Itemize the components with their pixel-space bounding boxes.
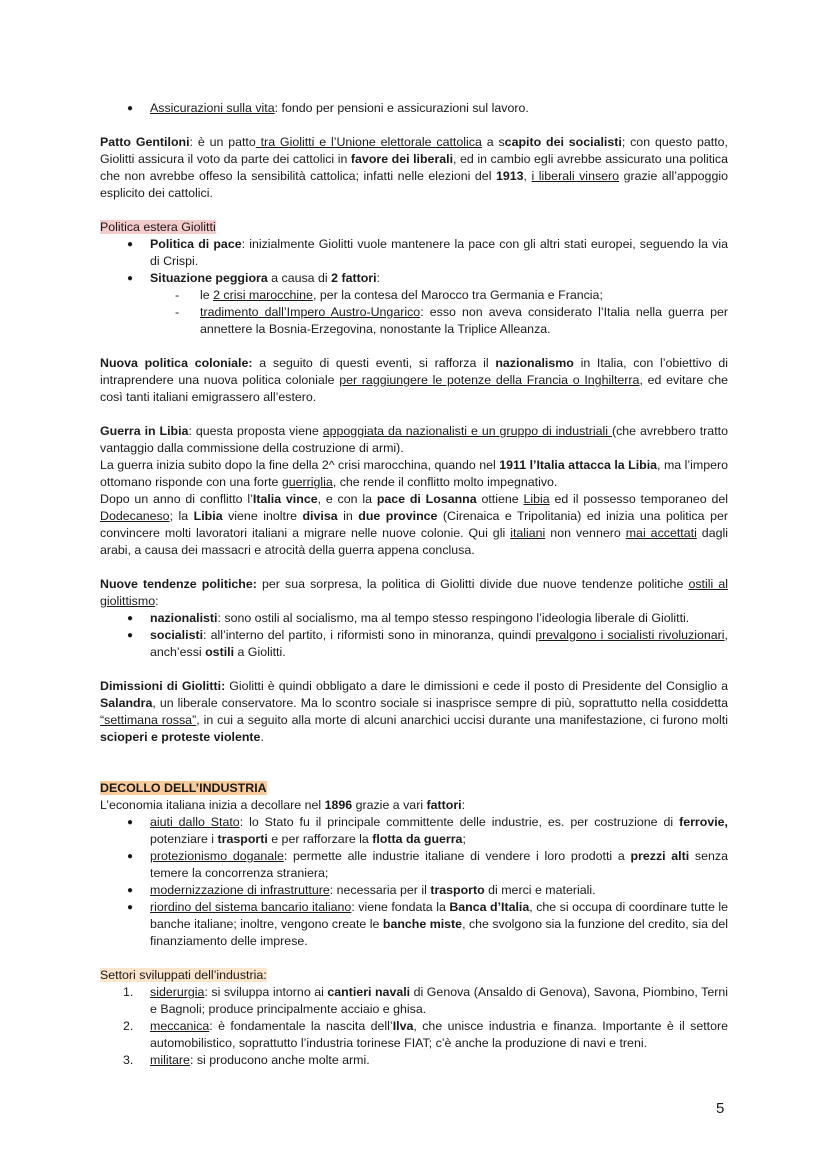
text: ; la [169, 509, 194, 523]
term-bold: scioperi e proteste violente [100, 730, 261, 744]
term-bold: flotta da guerra [372, 832, 463, 846]
factors-sublist [150, 287, 728, 338]
text-underlined: aiuti dallo Stato [150, 815, 240, 829]
highlighted-heading: Settori sviluppati dell’industria: [100, 968, 267, 982]
text: , che unisce industria e finanza. Importante è il settore automobilistico, soprattutto l’industria torinese FIAT; c’è anche la produzione di navi e treni. [150, 1019, 729, 1050]
list-item [150, 610, 728, 627]
text: L’economia italiana inizia a decollare nel [100, 798, 325, 812]
text: a s [481, 135, 505, 149]
text: : si producono anche molte armi. [189, 1053, 370, 1067]
term-bold: Dimissioni di Giolitti: [100, 679, 226, 693]
text: grazie all’appoggio esplicito dei cattolici. [100, 169, 728, 200]
text-underlined: prevalgono i socialisti rivoluzionari [535, 628, 725, 642]
text: di Genova (Ansaldo di Genova), Savona, Piombino, Terni e Bagnoli; produce principalmente acciaio e ghisa. [150, 985, 728, 1016]
term-bold: cantieri navali [327, 985, 411, 999]
text: : all’interno del partito, i riformisti sono in minoranza, quindi [203, 628, 536, 642]
term-bold: pace di Losanna [376, 492, 477, 506]
term-bold: 1913 [495, 169, 524, 183]
term-bold: trasporti [217, 832, 268, 846]
term-bold: banche miste [382, 917, 463, 931]
text-underlined: 2 crisi marocchine [213, 288, 313, 302]
list-item [150, 627, 728, 661]
text: : viene fondata la [351, 900, 450, 914]
text: le [200, 288, 214, 302]
term-bold: Ilva [392, 1019, 414, 1033]
term-bold: Salandra [100, 696, 153, 710]
text-underlined: tra Giolitti e l’Unione elettorale cattolica [255, 135, 482, 149]
text: , anch’essi [150, 628, 728, 659]
list-item [150, 899, 728, 950]
term-bold: ferrovie, [679, 815, 728, 829]
text: , in cui a seguito alla morte di alcuni anarchici uccisi durante una manifestazione, ci furono molti [196, 713, 729, 727]
text-underlined: meccanica [150, 1019, 210, 1033]
text: : inizialmente Giolitti vuole mantenere la pace con gli altri stati europei, seguendo la via di Crispi. [150, 237, 728, 268]
text: : questa proposta viene [188, 424, 323, 438]
term-bold: favore dei liberali [350, 152, 454, 166]
text: ed il possesso temporaneo del [549, 492, 728, 506]
resignation-paragraph [100, 678, 728, 746]
text-underlined: ostili al giolittismo [100, 577, 728, 608]
text: e per rafforzare la [267, 832, 373, 846]
text: , che svolgono sia la funzione del credito, sia del finanziamento delle imprese. [150, 917, 729, 948]
term-bold: due province [358, 509, 438, 523]
term-bold: prezzi alti [630, 849, 690, 863]
text: , ma l’impero ottomano risponde con una forte [100, 458, 728, 489]
text-underlined: “settimana rossa” [100, 713, 197, 727]
text: ; [462, 832, 466, 846]
sectors-list [100, 984, 728, 1069]
term-bold: socialisti [150, 628, 204, 642]
term-bold: trasporto [430, 883, 485, 897]
list-item [123, 1018, 729, 1052]
colonial-policy-paragraph [100, 355, 728, 406]
text: , ed evitare che così tanti italiani emigrassero all’estero. [100, 373, 728, 404]
list-number: 2. [123, 1019, 134, 1033]
page-number: 5 [716, 1100, 725, 1117]
libya-paragraph-2 [100, 457, 728, 491]
highlighted-heading: DECOLLO DELL’INDUSTRIA [100, 781, 267, 795]
text: , ed in cambio egli avrebbe assicurato una politica che non avrebbe offeso la sensibilità cattolica; infatti nelle elezioni del [100, 152, 728, 183]
list-number: 1. [123, 985, 134, 999]
text: in [337, 509, 359, 523]
new-trends-paragraph [100, 576, 728, 610]
text: (Cirenaica e Tripolitania) ed inizia una politica per convincere molti lavoratori italiani a migrare nelle nuove colonie. Qui gli [100, 509, 728, 540]
text: non vennero [545, 526, 626, 540]
text: , che rende il conflitto molto impegnativo. [332, 475, 558, 489]
text-underlined: italiani [510, 526, 546, 540]
list-item [123, 1052, 728, 1069]
text: : è un patto [189, 135, 256, 149]
text: : [376, 271, 380, 285]
text-underlined: guerriglia [281, 475, 333, 489]
term-bold: 1896 [324, 798, 353, 812]
text: (che avrebbero tratto vantaggio dalla commissione della costruzione di armi). [100, 424, 728, 455]
text: , e con la [317, 492, 377, 506]
text: La guerra inizia subito dopo la fine della 2^ crisi marocchina, quando nel [100, 458, 500, 472]
term-bold: nazionalisti [150, 611, 218, 625]
text: : fondo per pensioni e assicurazioni sul lavoro. [274, 101, 529, 115]
text: : si sviluppa intorno ai [204, 985, 328, 999]
text-underlined: tradimento dall’Impero Austro-Ungarico [200, 305, 421, 319]
term-bold: divisa [302, 509, 338, 523]
text: : [461, 798, 466, 812]
text: Giolitti è quindi obbligato a dare le dimissioni e cede il posto di Presidente del Consiglio a [225, 679, 728, 693]
list-item [150, 848, 728, 882]
text-underlined: protezionismo doganale [150, 849, 284, 863]
text-underlined: mai accettati [625, 526, 697, 540]
text: : esso non aveva considerato l’Italia nella guerra per annettere la Bosnia-Erzegovina, nonostante la Triplice Alleanza. [200, 305, 728, 336]
list-item [150, 814, 728, 848]
text: viene inoltre [222, 509, 303, 523]
term-bold: Nuove tendenze politiche: [100, 577, 257, 591]
text: , per la contesa del Marocco tra Germania e Francia; [312, 288, 603, 302]
text-underlined: Dodecaneso [100, 509, 170, 523]
term-bold: Guerra in Libia [100, 424, 189, 438]
text: : sono ostili al socialismo, ma al tempo stesso respingono l’ideologia liberale di Giolitti. [217, 611, 690, 625]
list-item [150, 270, 728, 338]
term-bold: fattori [426, 798, 462, 812]
term-bold: Italia vince [252, 492, 318, 506]
text: , [523, 169, 532, 183]
text: di merci e materiali. [484, 883, 596, 897]
text: potenziare i [150, 832, 218, 846]
text: senza temere la concorrenza straniera; [150, 849, 728, 880]
term-bold: Banca d’Italia [449, 900, 530, 914]
text-underlined: riordino del sistema bancario italiano [150, 900, 352, 914]
text: in Italia, con l’obiettivo di intraprendere una nuova politica coloniale [100, 356, 728, 387]
text-underlined: siderurgia [150, 985, 205, 999]
term-bold: Libia [193, 509, 223, 523]
gentiloni-paragraph [100, 134, 728, 202]
text: dagli arabi, a causa dei massacri e atrocità della guerra appena conclusa. [100, 526, 728, 557]
text: : necessaria per il [329, 883, 431, 897]
industry-intro [100, 797, 728, 814]
list-item [150, 882, 728, 899]
term-bold: ostili [205, 645, 235, 659]
text: : [155, 594, 159, 608]
industry-heading [100, 780, 728, 797]
page-content [100, 100, 728, 1069]
list-item [150, 236, 728, 270]
list-number: 3. [123, 1053, 134, 1067]
text-underlined: appoggiata da nazionalisti e un gruppo di industriali [322, 424, 612, 438]
list-item [123, 984, 728, 1018]
text: per sua sorpresa, la politica di Giolitti divide due nuove tendenze politiche [256, 577, 689, 591]
trends-list [100, 610, 728, 661]
text: ottiene [476, 492, 524, 506]
libya-paragraph-3 [100, 491, 728, 559]
foreign-policy-list [100, 236, 728, 338]
text: Dopo un anno di conflitto l’ [100, 492, 253, 506]
term-bold: Politica di pace [150, 237, 242, 251]
text: a seguito di questi eventi, si rafforza il [252, 356, 496, 370]
text: a Giolitti. [234, 645, 286, 659]
term-bold: Patto Gentiloni [100, 135, 190, 149]
insurance-list [100, 100, 728, 117]
text-underlined: modernizzazione di infrastrutture [150, 883, 330, 897]
text: , che si occupa di coordinare tutte le banche italiane; inoltre, vengono create le [150, 900, 728, 931]
list-item [200, 287, 728, 304]
text-underlined: Libia [523, 492, 550, 506]
text: : permette alle industrie italiane di vendere i loro prodotti a [283, 849, 631, 863]
term-bold: 1911 l’Italia attacca la Libia [499, 458, 658, 472]
term-bold: 2 fattori [331, 271, 377, 285]
insurance-term: Assicurazioni sulla vita [150, 101, 275, 115]
text-underlined: per raggiungere le potenze della Francia o Inghilterra [339, 373, 640, 387]
list-item [200, 304, 728, 338]
text-underlined: i liberali vinsero [531, 169, 620, 183]
industry-factors-list [100, 814, 728, 950]
text: ; con questo patto, Giolitti assicura il voto da parte dei cattolici in [100, 135, 728, 166]
text: : lo Stato fu il principale committente delle industrie, es. per costruzione di [239, 815, 680, 829]
text-underlined: militare [150, 1053, 190, 1067]
text: . [260, 730, 264, 744]
text: a causa di [267, 271, 332, 285]
term-bold: capito dei socialisti [504, 135, 622, 149]
term-bold: Nuova politica coloniale: [100, 356, 253, 370]
highlighted-heading: Politica estera Giolitti [100, 220, 216, 234]
text: , un liberale conservatore. Ma lo scontro sociale si inasprisce sempre di più, soprattutto nella cosiddetta [152, 696, 728, 710]
foreign-policy-heading [100, 219, 728, 236]
list-item [150, 100, 728, 117]
term-bold: Situazione peggiora [150, 271, 268, 285]
term-bold: nazionalismo [495, 356, 574, 370]
text: grazie a vari [352, 798, 427, 812]
libya-paragraph-1 [100, 423, 728, 457]
sectors-heading [100, 967, 728, 984]
text: : è fondamentale la nascita dell’ [209, 1019, 393, 1033]
